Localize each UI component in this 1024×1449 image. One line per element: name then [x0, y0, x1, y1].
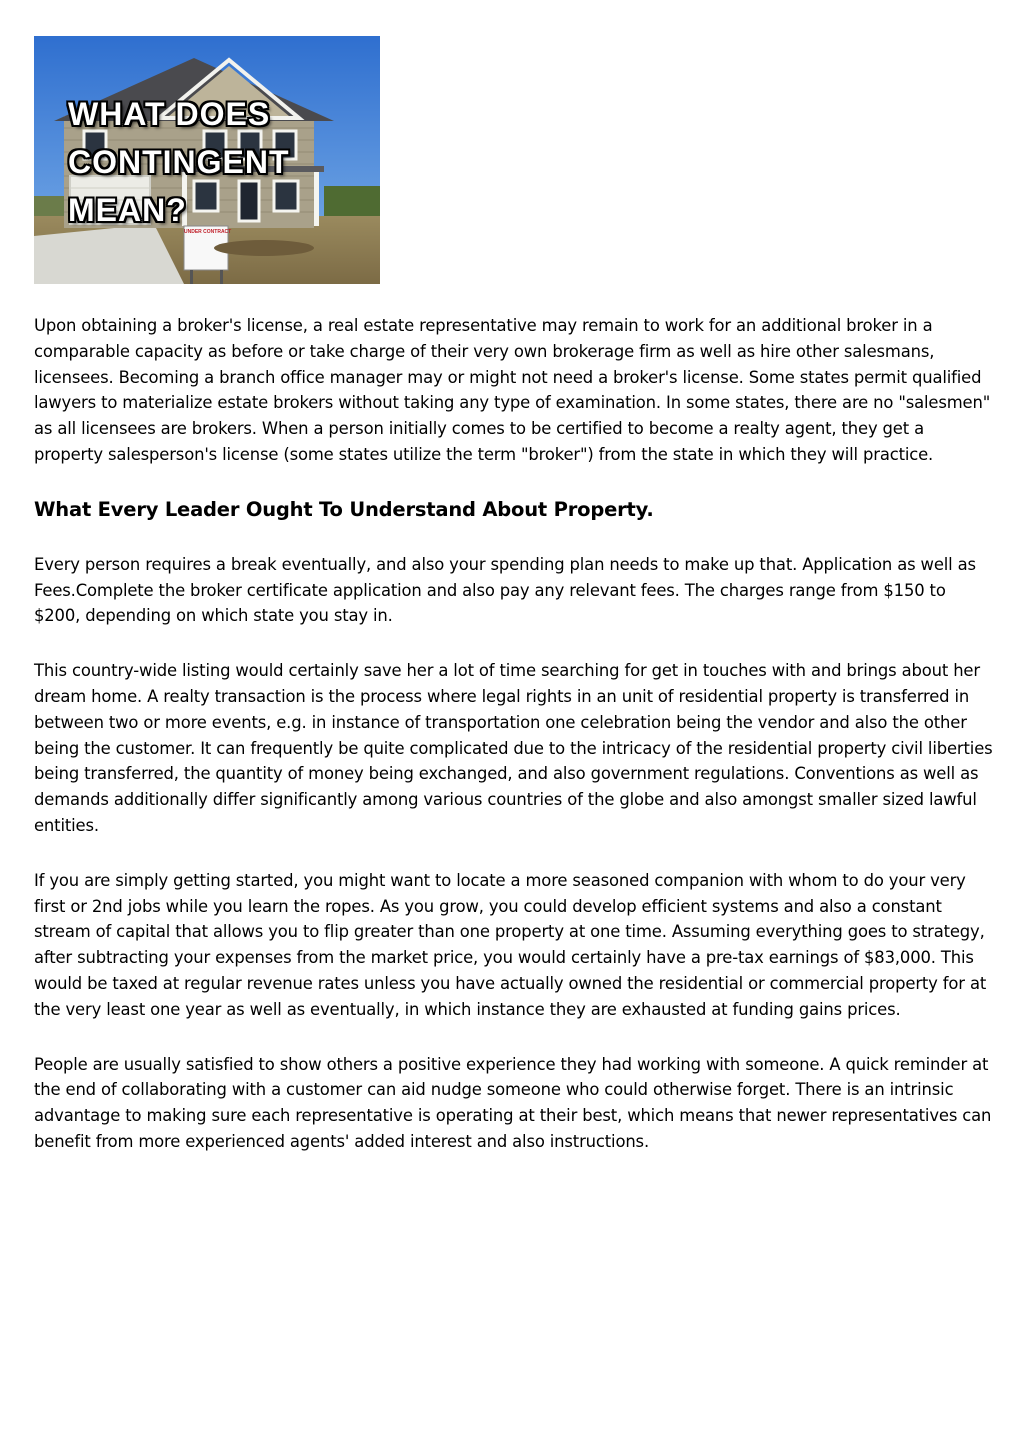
section-heading: What Every Leader Ought To Understand About Property.: [34, 497, 654, 521]
hero-title-line: CONTINGENT: [68, 144, 290, 180]
paragraph: Every person requires a break eventually, and also your spending plan needs to make up that. Application as well as Fees.Complete the broker certificate application and also pay any relevant fees. The charges range from $150 to $200, depending on which state you stay in.: [34, 554, 976, 626]
paragraph: People are usually satisfied to show others a positive experience they had working with someone. A quick reminder at the end of collaborating with a customer can aid nudge someone who could otherwise forget. There is an intrinsic advantage to making sure each representative is operating at their best, which means that newer representatives can benefit from more experienced agents' added interest and also instructions.: [34, 1054, 992, 1151]
paragraph: This country-wide listing would certainly save her a lot of time searching for get in touches with and brings about her dream home. A realty transaction is the process where legal rights in an unit of residential property is transferred in between two or more events, e.g. in instance of transportation one celebration being the vendor and also the other being the customer. It can frequently be quite complicated due to the intricacy of the residential property civil liberties being transferred, the quantity of money being exchanged, and also government regulations. Conventions as well as demands additionally differ significantly among various countries of the globe and also amongst smaller sized lawful entities.: [34, 661, 993, 835]
paragraph: If you are simply getting started, you might want to locate a more seasoned companion with whom to do your very first or 2nd jobs while you learn the ropes. As you grow, you could develop efficient systems and also a constant stream of capital that allows you to flip greater than one property at one time. Assuming everything goes to strategy, after subtracting your expenses from the market price, you would certainly have a pre-tax earnings of $83,000. This would be taxed at regular revenue rates unless you have actually owned the residential or commercial property for at the very least one year as well as eventually, in which instance they are exhausted at funding gains prices.: [34, 870, 987, 1019]
hero-image: [34, 36, 380, 284]
sign-label: UNDER CONTRACT: [184, 229, 232, 235]
hero-overlay-title: [68, 90, 290, 234]
hero-title-line: MEAN?: [68, 192, 187, 228]
hero-title-line: WHAT DOES: [68, 96, 271, 132]
article-body: [34, 313, 994, 1184]
paragraph: Upon obtaining a broker's license, a real estate representative may remain to work for an additional broker in a comparable capacity as before or take charge of their very own brokerage firm as well as hire other salesmans, licensees. Becoming a branch office manager may or might not need a broker's license. Some states permit qualified lawyers to materialize estate brokers without taking any type of examination. In some states, there are no "salesmen" as all licensees are brokers. When a person initially comes to be certified to become a realty agent, they get a property salesperson's license (some states utilize the term "broker") from the state in which they will practice.: [34, 316, 991, 464]
